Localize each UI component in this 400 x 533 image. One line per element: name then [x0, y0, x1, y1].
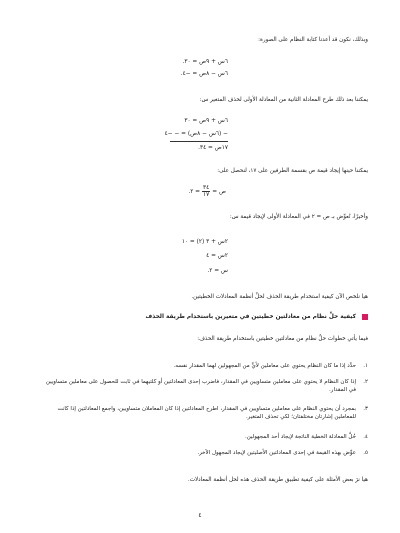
step-number: ٣. [363, 406, 368, 412]
step-item: إذا كان النظام لا يحتوي على معاملين متساويين في المقدار، فاضرب إحدى المعادلتين أو كلتيهما في ثابت للحصول على معاملين متساويين في المقدار. [45, 379, 356, 393]
subtraction-result: ١٧ص = ٣٤. [198, 145, 228, 151]
intro-text: وبذلك، نكون قد أعدنا كتابة النظام على الصورة: [258, 37, 368, 43]
section-heading [146, 314, 368, 320]
system-equation-1: ٦س + ٩ص = ٣٠. [182, 59, 228, 65]
summary-intro-text: هيا نلخص الآن كيفية استخدام طريقة الحذف لحلِّ أنظمة المعادلات الخطيتين. [191, 294, 368, 300]
step-item: حُلَّ المعادلة الخطية الناتجة لإيجاد أحد المجهولين. [244, 434, 356, 440]
fraction-equation [188, 185, 226, 198]
divide-intro-text: يمكننا حينها إيجاد قيمة ص بقسمة الطرفين على ١٧، لنحصل على: [217, 168, 368, 174]
substitution-row-2: ٢س = ٤ [206, 253, 228, 259]
step-item: عوِّض بهذه القيمة في إحدى المعادلتين الأصليتين لإيجاد المجهول الآخر. [197, 450, 356, 456]
subtract-intro-text: يمكننا بعد ذلك طرح المعادلة الثانية من المعادلة الأولى لحذف المتغير س: [199, 97, 368, 103]
system-equation-2: ٦س − ٨ص = −٤. [180, 71, 228, 77]
substitution-row-1: ٢س + ٣ (٢) = ١٠ [181, 239, 228, 245]
subtraction-row-1: ٦س + ٩ص = ٣٠ [184, 118, 228, 124]
step-number: ٢. [363, 379, 368, 385]
page-number: ٤ [198, 512, 202, 519]
step-number: ١. [363, 363, 368, 369]
fraction-lhs: ص = [212, 188, 226, 195]
fraction-rhs: = ٢. [188, 188, 201, 195]
step-item: حدِّد إذا ما كان النظام يحتوي على معاملين لأيٍّ من المجهولين لهما المقدار نفسه. [173, 363, 356, 369]
step-item: بمجرد أن يحتوي النظام على معاملين متساويين في المقدار، اطرح المعادلتين إذا كان المعاملان متساويين، واجمع المعادلتين إذا كانت للمعاملين إشارتان مختلفتان؛ لكي تحذف المتغير. [57, 406, 356, 420]
fraction-numerator: ٣٤ [203, 185, 210, 191]
substitute-intro-text: وأخيرًا، نُعوِّض بـ ص = ٢ في المعادلة الأولى لإيجاد قيمة س: [229, 214, 368, 220]
section-heading-text: كيفية حلِّ نظام من معادلتين خطيتين في متغيرين باستخدام طريقة الحذف [145, 314, 356, 320]
subtraction-row-2: − (٦س − ٨ص) = − −٤ [164, 131, 228, 137]
subtraction-rule [170, 141, 228, 142]
steps-intro-text: فيما يأتي خطوات حلِّ نظام من معادلتين خطيتين باستخدام طريقة الحذف: [197, 336, 368, 342]
step-number: ٤. [363, 434, 368, 440]
fraction-denominator: ١٧ [203, 192, 210, 198]
outro-text: هيا نرَ بعض الأمثلة على كيفية تطبيق طريقة الحذف هذه لحل أنظمة المعادلات. [187, 477, 368, 483]
step-number: ٥. [363, 450, 368, 456]
heading-marker [362, 314, 368, 320]
substitution-row-3: س = ٢. [207, 268, 228, 274]
fraction [202, 185, 210, 198]
